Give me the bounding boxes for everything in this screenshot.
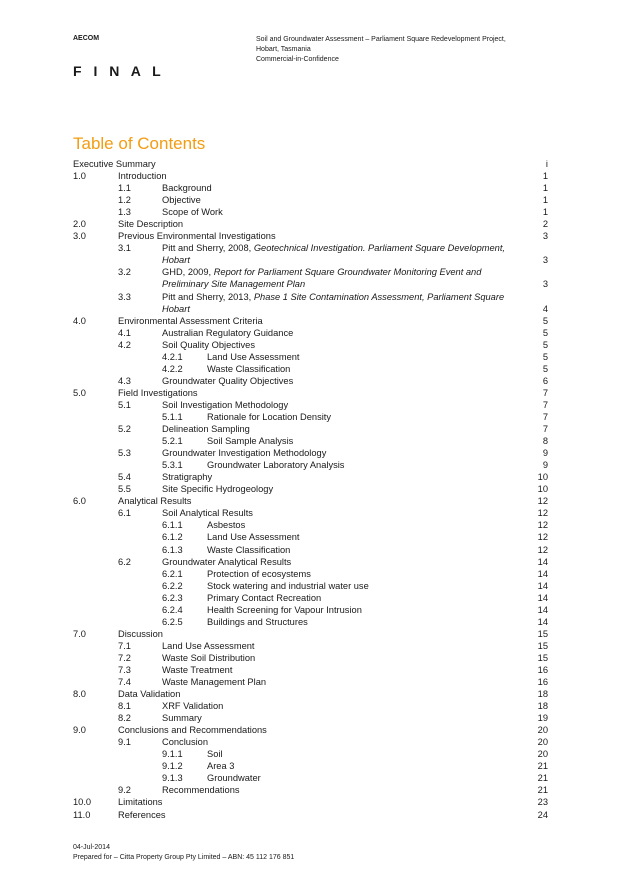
toc-entry[interactable] bbox=[73, 218, 549, 230]
toc-entry-page: 3 bbox=[542, 279, 548, 290]
final-status: F I N A L bbox=[73, 63, 165, 79]
toc-entry-title: Soil Analytical Results bbox=[162, 508, 253, 519]
toc-entry-title: Buildings and Structures bbox=[207, 616, 308, 627]
page-footer bbox=[73, 843, 294, 863]
toc-entry-page: 1 bbox=[542, 171, 548, 182]
toc-entry[interactable] bbox=[73, 796, 549, 808]
toc-entry-title: Stock watering and industrial water use bbox=[207, 580, 369, 591]
toc-entry-page: 14 bbox=[537, 604, 548, 615]
toc-entry-page: 10 bbox=[537, 472, 548, 483]
toc-entry-page: 15 bbox=[537, 652, 548, 663]
toc-entry-number: 5.4 bbox=[118, 472, 131, 483]
toc-entry-title: Scope of Work bbox=[162, 207, 223, 218]
toc-entry-number: 7.3 bbox=[118, 664, 131, 675]
toc-entry[interactable] bbox=[73, 809, 549, 821]
toc-entry-page: 9 bbox=[542, 460, 548, 471]
toc-entry[interactable] bbox=[73, 556, 549, 568]
toc-entry-number: 8.1 bbox=[118, 701, 131, 712]
toc-entry-page: 3 bbox=[542, 255, 548, 266]
toc-entry-title: Conclusions and Recommendations bbox=[118, 725, 267, 736]
toc-entry-page: 12 bbox=[537, 520, 548, 531]
toc-entry-number: 5.2.1 bbox=[162, 436, 183, 447]
toc-entry-title: Discussion bbox=[118, 628, 163, 639]
toc-entry[interactable] bbox=[73, 664, 549, 676]
toc-entry-page: 6 bbox=[542, 375, 548, 386]
project-line-2: Hobart, Tasmania bbox=[256, 46, 311, 53]
toc-entry[interactable] bbox=[73, 628, 549, 640]
toc-entry-title: Analytical Results bbox=[118, 496, 192, 507]
toc-entry-title: Groundwater bbox=[207, 773, 261, 784]
toc-entry-publication: Report for Parliament Square Groundwater Monitoring Event and Preliminary Site Management Plan bbox=[162, 267, 482, 290]
toc-entry-page: 12 bbox=[537, 508, 548, 519]
toc-entry-title: Limitations bbox=[118, 797, 163, 808]
toc-entry[interactable] bbox=[73, 507, 549, 519]
toc-entry-title: Objective bbox=[162, 195, 201, 206]
toc-entry[interactable] bbox=[73, 182, 549, 194]
toc-entry-number: 7.1 bbox=[118, 640, 131, 651]
toc-entry[interactable] bbox=[73, 399, 549, 411]
toc-entry[interactable] bbox=[73, 459, 549, 471]
toc-entry[interactable] bbox=[73, 387, 549, 399]
toc-entry-title: Soil Sample Analysis bbox=[207, 436, 294, 447]
toc-title: Table of Contents bbox=[73, 134, 206, 153]
toc-entry-number: 6.1.2 bbox=[162, 532, 183, 543]
toc-entry-page: 21 bbox=[537, 773, 548, 784]
toc-entry[interactable] bbox=[73, 435, 549, 447]
toc-entry-number: 6.2.1 bbox=[162, 568, 183, 579]
toc-entry-title: Conclusion bbox=[162, 737, 208, 748]
toc-entry-page: 5 bbox=[542, 315, 548, 326]
toc-entry-title: Australian Regulatory Guidance bbox=[162, 327, 294, 338]
toc-entry-number: 8.2 bbox=[118, 713, 131, 724]
toc-entry-title: Groundwater Investigation Methodology bbox=[162, 448, 327, 459]
toc-entry-title bbox=[162, 291, 512, 315]
toc-entry[interactable] bbox=[73, 471, 549, 483]
toc-entry[interactable] bbox=[73, 351, 549, 363]
project-line-1: Soil and Groundwater Assessment – Parliament Square Redevelopment Project, bbox=[256, 36, 506, 43]
toc-entry-page: 5 bbox=[542, 327, 548, 338]
toc-entry-number: 4.2.1 bbox=[162, 351, 183, 362]
toc-entry-publication: Phase 1 Site Contamination Assessment, Parliament Square Hobart bbox=[162, 291, 505, 314]
toc-entry[interactable] bbox=[73, 760, 549, 772]
toc-entry-page: 12 bbox=[537, 532, 548, 543]
toc-entry-number: 9.1.1 bbox=[162, 749, 183, 760]
toc-entry-number: 6.1.3 bbox=[162, 544, 183, 555]
footer-prepared-for: Prepared for – Citta Property Group Pty Limited – ABN: 45 112 176 851 bbox=[73, 854, 295, 861]
toc-entry-title: Soil Quality Objectives bbox=[162, 339, 256, 350]
toc-entry-title: Background bbox=[162, 183, 212, 194]
toc-entry-page: 20 bbox=[537, 725, 548, 736]
toc-entry-number: 11.0 bbox=[73, 809, 91, 820]
toc-entry[interactable] bbox=[73, 291, 549, 315]
toc-entry[interactable] bbox=[73, 568, 549, 580]
toc-entry[interactable] bbox=[73, 712, 549, 724]
toc-entry-page: 21 bbox=[537, 761, 548, 772]
toc-entry[interactable] bbox=[73, 580, 549, 592]
toc-entry[interactable] bbox=[73, 170, 549, 182]
toc-entry-author: GHD, 2009, bbox=[162, 267, 214, 278]
toc-entry-page: 9 bbox=[542, 448, 548, 459]
toc-entry-number: 6.1.1 bbox=[162, 520, 183, 531]
toc-entry-number: 1.2 bbox=[118, 195, 131, 206]
toc-entry-page: 14 bbox=[537, 568, 548, 579]
toc-entry-number: 9.0 bbox=[73, 725, 86, 736]
toc-entry-page: 14 bbox=[537, 616, 548, 627]
company-name: AECOM bbox=[73, 35, 100, 42]
toc-entry-title: Land Use Assessment bbox=[207, 532, 300, 543]
toc-entry-page: 15 bbox=[537, 628, 548, 639]
toc-entry-page: 23 bbox=[537, 797, 548, 808]
toc-entry-title: Stratigraphy bbox=[162, 472, 213, 483]
toc-entry-page: 3 bbox=[542, 231, 548, 242]
toc-entry-number: 1.1 bbox=[118, 183, 131, 194]
toc-entry-number: 9.1.2 bbox=[162, 761, 183, 772]
toc-entry-page: 14 bbox=[537, 592, 548, 603]
toc-entry-title: Recommendations bbox=[162, 785, 240, 796]
toc-entry-page: 15 bbox=[537, 640, 548, 651]
toc-entry-title: Site Specific Hydrogeology bbox=[162, 484, 274, 495]
toc-entry[interactable] bbox=[73, 194, 549, 206]
toc-entry[interactable] bbox=[73, 242, 549, 266]
toc-entry-publication: Geotechnical Investigation. Parliament Square Development, Hobart bbox=[162, 243, 505, 266]
toc-entry-number: 5.3.1 bbox=[162, 460, 183, 471]
toc-entry[interactable] bbox=[73, 158, 549, 170]
toc-entry-title: Environmental Assessment Criteria bbox=[118, 315, 263, 326]
toc-entry-page: 18 bbox=[537, 689, 548, 700]
toc-entry[interactable] bbox=[73, 315, 549, 327]
toc-entry-number: 3.1 bbox=[118, 243, 131, 254]
toc-entry[interactable] bbox=[73, 423, 549, 435]
toc-entry-number: 6.2.4 bbox=[162, 604, 183, 615]
toc-entry-page: 8 bbox=[542, 436, 548, 447]
toc-entry-page: 7 bbox=[542, 411, 548, 422]
confidentiality-label: Commercial-in-Confidence bbox=[256, 56, 339, 63]
toc-entry[interactable] bbox=[73, 495, 549, 507]
toc-entry-title: Waste Classification bbox=[207, 363, 291, 374]
toc-entry-title: Site Description bbox=[118, 219, 184, 230]
toc-entry[interactable] bbox=[73, 748, 549, 760]
toc-entry-number: 7.4 bbox=[118, 677, 131, 688]
toc-entry-page: 16 bbox=[537, 664, 548, 675]
toc-entry[interactable] bbox=[73, 652, 549, 664]
toc-entry[interactable] bbox=[73, 736, 549, 748]
toc-entry-author: Pitt and Sherry, 2013, bbox=[162, 291, 254, 302]
toc-entry-title: References bbox=[118, 809, 166, 820]
toc-entry-number: 3.0 bbox=[73, 231, 86, 242]
toc-entry-title: Data Validation bbox=[118, 689, 181, 700]
toc-entry-page: 14 bbox=[537, 556, 548, 567]
toc-entry-number: 10.0 bbox=[73, 797, 92, 808]
toc-entry[interactable] bbox=[73, 592, 549, 604]
toc-entry-page: 5 bbox=[542, 363, 548, 374]
toc-entry[interactable] bbox=[73, 700, 549, 712]
toc-entry[interactable] bbox=[73, 688, 549, 700]
toc-entry[interactable] bbox=[73, 784, 549, 796]
toc-entry-title: Primary Contact Recreation bbox=[207, 592, 322, 603]
table-of-contents bbox=[73, 158, 549, 821]
toc-entry-number: 6.2 bbox=[118, 556, 131, 567]
toc-entry-page: 1 bbox=[542, 183, 548, 194]
toc-entry[interactable] bbox=[73, 519, 549, 531]
toc-entry[interactable] bbox=[73, 616, 549, 628]
toc-entry-page: 1 bbox=[542, 207, 548, 218]
toc-entry-title: Executive Summary bbox=[73, 159, 156, 169]
toc-entry-number: 5.1.1 bbox=[162, 411, 183, 422]
toc-entry-title: Delineation Sampling bbox=[162, 424, 250, 435]
toc-entry[interactable] bbox=[73, 375, 549, 387]
toc-entry-number: 2.0 bbox=[73, 219, 86, 230]
toc-entry-title: Waste Soil Distribution bbox=[162, 652, 256, 663]
toc-entry-title: Land Use Assessment bbox=[162, 640, 255, 651]
toc-entry-page: 7 bbox=[542, 387, 548, 398]
toc-entry-number: 5.3 bbox=[118, 448, 131, 459]
toc-entry-number: 6.2.5 bbox=[162, 616, 183, 627]
toc-entry-title: Previous Environmental Investigations bbox=[118, 231, 276, 242]
toc-entry-title: Asbestos bbox=[207, 520, 246, 531]
toc-entry[interactable] bbox=[73, 544, 549, 556]
toc-entry-number: 4.2 bbox=[118, 339, 131, 350]
toc-entry[interactable] bbox=[73, 483, 549, 495]
toc-entry-number: 6.2.2 bbox=[162, 580, 183, 591]
toc-entry-title: Health Screening for Vapour Intrusion bbox=[207, 604, 362, 615]
toc-entry-title: Introduction bbox=[118, 171, 167, 182]
toc-entry-title: Land Use Assessment bbox=[207, 351, 300, 362]
toc-entry-page: 12 bbox=[537, 544, 548, 555]
toc-entry[interactable] bbox=[73, 724, 549, 736]
toc-entry[interactable] bbox=[73, 604, 549, 616]
toc-entry-page: 4 bbox=[542, 303, 548, 314]
toc-entry-number: 9.1 bbox=[118, 737, 131, 748]
toc-entry-title: Groundwater Analytical Results bbox=[162, 556, 292, 567]
toc-entry-title: Soil bbox=[207, 749, 223, 760]
toc-entry-number: 3.2 bbox=[118, 267, 131, 278]
toc-entry-title bbox=[162, 242, 512, 266]
toc-entry[interactable] bbox=[73, 206, 549, 218]
toc-entry-number: 3.3 bbox=[118, 291, 131, 302]
toc-entry-number: 6.0 bbox=[73, 496, 86, 507]
toc-entry-number: 1.3 bbox=[118, 207, 131, 218]
toc-entry-number: 4.2.2 bbox=[162, 363, 183, 374]
toc-entry-number: 5.5 bbox=[118, 484, 131, 495]
toc-entry-number: 1.0 bbox=[73, 171, 86, 182]
toc-entry-page: 12 bbox=[537, 496, 548, 507]
project-header bbox=[256, 35, 506, 65]
toc-entry-page: 7 bbox=[542, 399, 548, 410]
footer-date: 04-Jul-2014 bbox=[73, 844, 110, 851]
toc-entry[interactable] bbox=[73, 363, 549, 375]
toc-entry-number: 6.1 bbox=[118, 508, 131, 519]
toc-entry-title: Waste Treatment bbox=[162, 664, 233, 675]
toc-entry-page: 10 bbox=[537, 484, 548, 495]
toc-entry-page: 16 bbox=[537, 677, 548, 688]
toc-entry-number: 5.0 bbox=[73, 387, 86, 398]
toc-entry-title: XRF Validation bbox=[162, 701, 224, 712]
toc-entry[interactable] bbox=[73, 327, 549, 339]
toc-entry[interactable] bbox=[73, 230, 549, 242]
toc-entry[interactable] bbox=[73, 339, 549, 351]
toc-entry-title: Waste Management Plan bbox=[162, 677, 267, 688]
toc-entry-title: Waste Classification bbox=[207, 544, 291, 555]
toc-entry-page: 20 bbox=[537, 749, 548, 760]
toc-entry-page: 5 bbox=[542, 339, 548, 350]
toc-entry-title: Protection of ecosystems bbox=[207, 568, 311, 579]
toc-entry-page: 7 bbox=[542, 424, 548, 435]
toc-entry[interactable] bbox=[73, 640, 549, 652]
toc-entry-page: i bbox=[545, 159, 548, 169]
toc-entry[interactable] bbox=[73, 676, 549, 688]
toc-entry-number: 5.1 bbox=[118, 399, 131, 410]
toc-entry-page: 14 bbox=[537, 580, 548, 591]
toc-entry-title: Field Investigations bbox=[118, 387, 198, 398]
toc-entry-page: 1 bbox=[542, 195, 548, 206]
toc-entry-title: Rationale for Location Density bbox=[207, 411, 332, 422]
toc-entry-page: 21 bbox=[537, 785, 548, 796]
toc-entry-page: 19 bbox=[537, 713, 548, 724]
toc-entry-page: 5 bbox=[542, 351, 548, 362]
toc-entry-page: 24 bbox=[537, 809, 548, 820]
toc-entry-title: Soil Investigation Methodology bbox=[162, 399, 289, 410]
toc-entry-number: 9.1.3 bbox=[162, 773, 183, 784]
toc-entry-page: 18 bbox=[537, 701, 548, 712]
toc-entry-number: 6.2.3 bbox=[162, 592, 183, 603]
toc-entry-title: Groundwater Quality Objectives bbox=[162, 375, 294, 386]
toc-entry[interactable] bbox=[73, 772, 549, 784]
toc-entry-number: 4.1 bbox=[118, 327, 131, 338]
toc-entry-title: Summary bbox=[162, 713, 202, 724]
toc-entry-title: Groundwater Laboratory Analysis bbox=[207, 460, 345, 471]
toc-entry-number: 8.0 bbox=[73, 689, 86, 700]
toc-entry-title bbox=[162, 266, 512, 290]
toc-entry-number: 7.0 bbox=[73, 628, 86, 639]
toc-entry-number: 9.2 bbox=[118, 785, 131, 796]
toc-entry-number: 5.2 bbox=[118, 424, 131, 435]
toc-entry-author: Pitt and Sherry, 2008, bbox=[162, 243, 254, 254]
toc-entry-page: 2 bbox=[542, 219, 548, 230]
toc-entry[interactable] bbox=[73, 531, 549, 543]
toc-entry[interactable] bbox=[73, 447, 549, 459]
toc-entry[interactable] bbox=[73, 411, 549, 423]
toc-entry-page: 20 bbox=[537, 737, 548, 748]
toc-entry-title: Area 3 bbox=[207, 761, 235, 772]
toc-entry-number: 7.2 bbox=[118, 652, 131, 663]
toc-entry-number: 4.3 bbox=[118, 375, 131, 386]
toc-entry[interactable] bbox=[73, 266, 549, 290]
toc-entry-number: 4.0 bbox=[73, 315, 86, 326]
